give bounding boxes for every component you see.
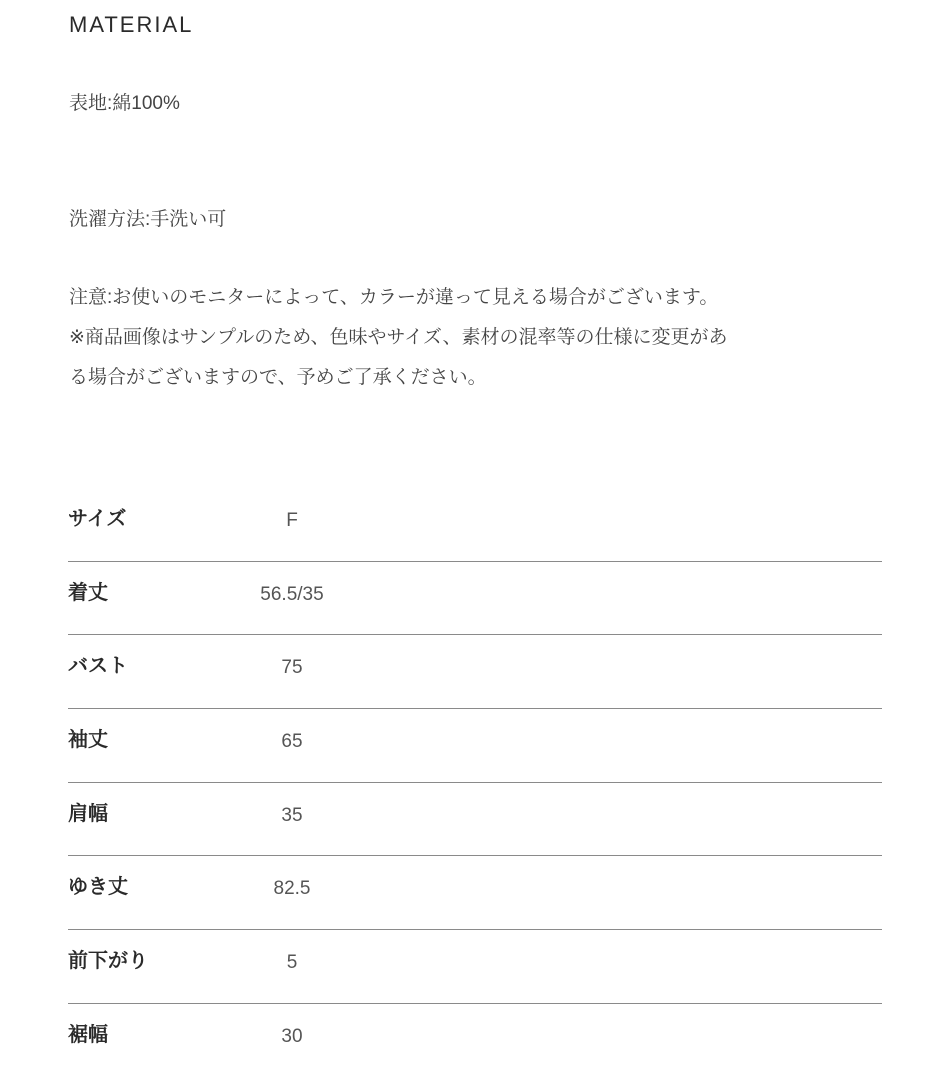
section-heading: MATERIAL: [69, 12, 194, 37]
row-value: 35: [281, 804, 303, 826]
notice-line: る場合がございますので、予めご了承ください。: [69, 367, 487, 388]
row-label: 前下がり: [68, 950, 148, 973]
table-row: [68, 1004, 882, 1077]
table-row: [68, 488, 882, 562]
row-label: ゆき丈: [68, 876, 128, 899]
table-row: [68, 783, 882, 857]
fabric-text: 表地:綿100%: [69, 93, 180, 114]
row-value: 82.5: [273, 878, 311, 900]
size-table: [68, 488, 882, 1077]
row-label: サイズ: [68, 508, 127, 530]
table-row: [68, 635, 882, 709]
row-value: 75: [281, 657, 303, 679]
row-label: バスト: [68, 655, 128, 678]
table-row: [68, 856, 882, 930]
row-label: 裾幅: [68, 1023, 108, 1046]
row-label: 肩幅: [68, 802, 108, 825]
row-label: 袖丈: [68, 729, 108, 752]
row-value: 30: [281, 1025, 303, 1047]
washing-text: 洗濯方法:手洗い可: [69, 209, 227, 230]
notice-line: 注意:お使いのモニターによって、カラーが違って見える場合がございます。: [69, 287, 719, 308]
row-label: 着丈: [68, 581, 108, 604]
row-value: 5: [286, 952, 298, 974]
notice-text: [69, 278, 728, 398]
table-row: [68, 709, 882, 783]
row-value: 56.5/35: [260, 583, 324, 605]
table-row: [68, 562, 882, 636]
table-row: [68, 930, 882, 1004]
row-value: 65: [281, 731, 303, 753]
row-value: F: [286, 510, 298, 531]
notice-line: ※商品画像はサンプルのため、色味やサイズ、素材の混率等の仕様に変更があ: [69, 327, 728, 348]
